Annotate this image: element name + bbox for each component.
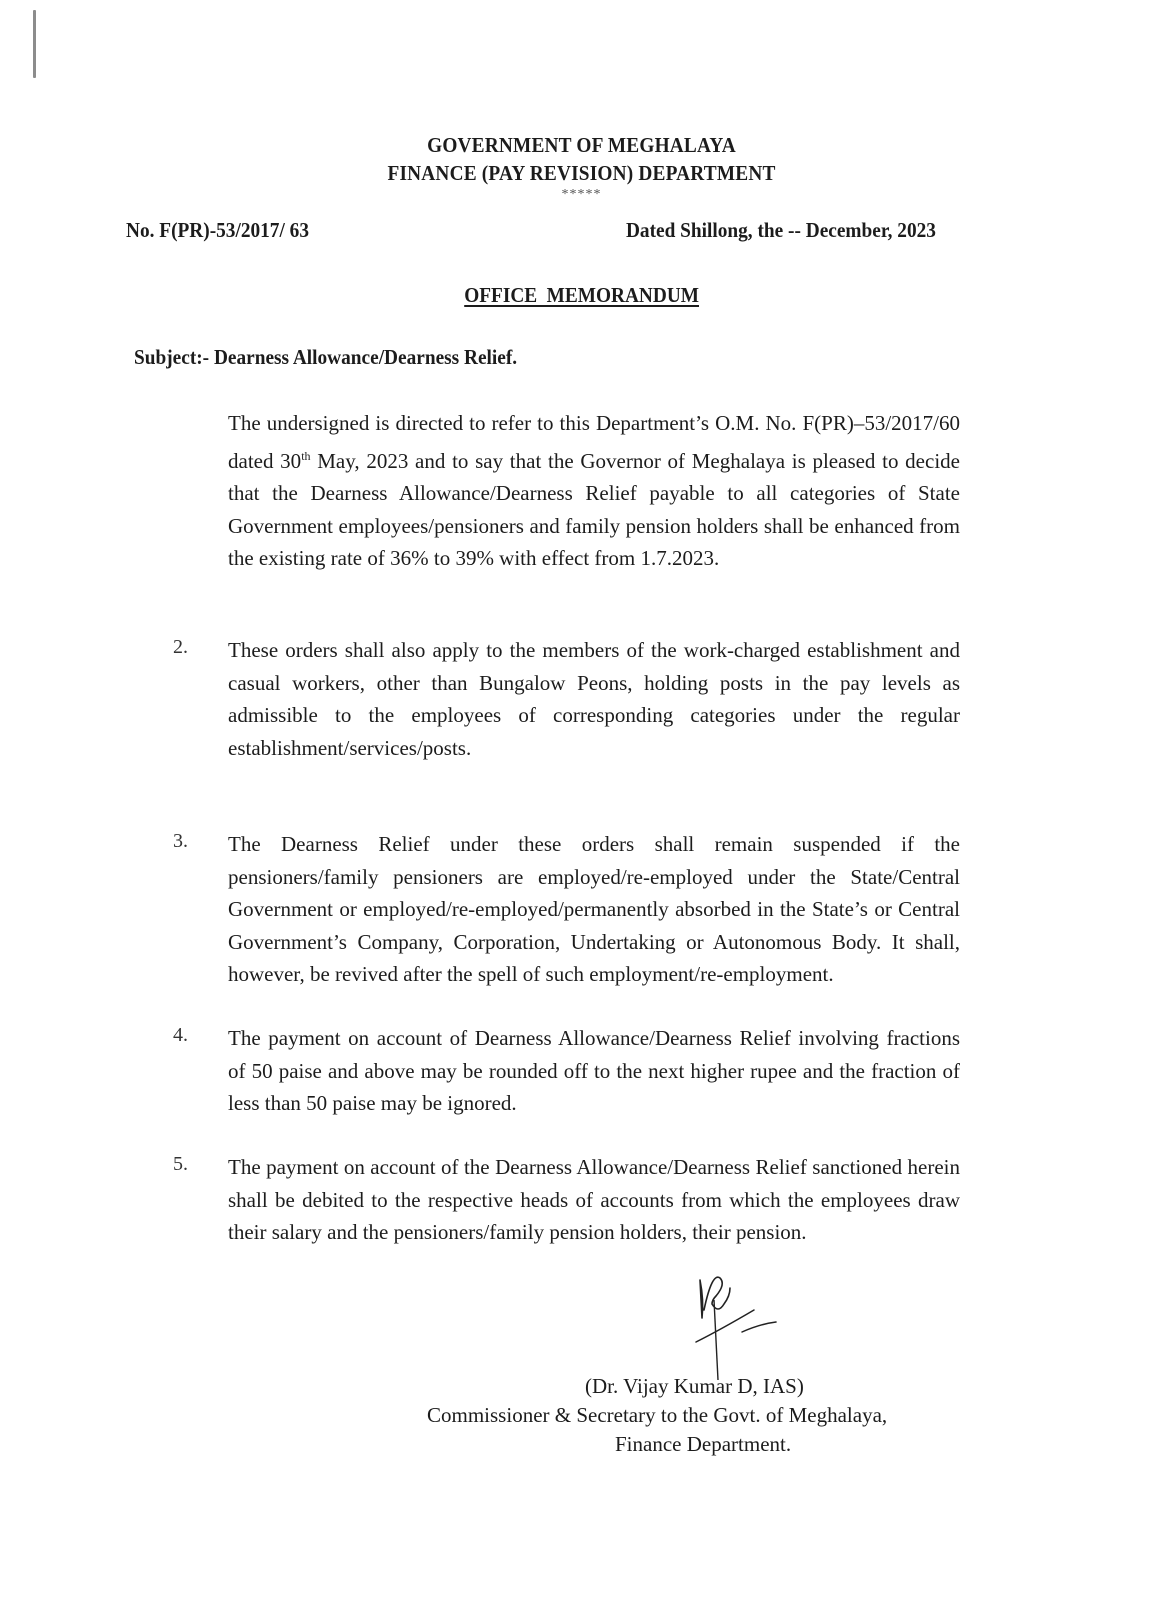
letterhead <box>0 131 1163 203</box>
memo-number: No. F(PR)-53/2017/ 63 <box>126 218 309 242</box>
title-text: OFFICE MEMORANDUM <box>464 283 699 307</box>
government-name: GOVERNMENT OF MEGHALAYA <box>427 133 736 157</box>
document-title <box>0 283 1163 308</box>
handwritten-signature <box>690 1270 810 1380</box>
header-separator: ***** <box>561 187 602 202</box>
memo-date: Dated Shillong, the -- December, 2023 <box>626 218 936 242</box>
paragraph-1-text-a: The undersigned is directed to refer to this Department’s O.M. No. F(PR)–53/2017/60 dated 30 <box>228 411 960 473</box>
paragraph-2: These orders shall also apply to the members of the work-charged establishment and casual workers, other than Bungalow Peons, holding posts in the pay levels as admissible to the employees of corresponding categories under the regular establishment/services/posts. <box>228 638 960 760</box>
signatory-department: Finance Department. <box>615 1432 792 1456</box>
signatory-name: (Dr. Vijay Kumar D, IAS) <box>585 1374 804 1398</box>
paragraph-2-number: 2. <box>173 636 188 658</box>
paragraph-5-number: 5. <box>173 1153 188 1175</box>
paragraph-3-number: 3. <box>173 830 188 852</box>
paragraph-4: The payment on account of Dearness Allowance/Dearness Relief involving fractions of 50 paise and above may be rounded off to the next higher rupee and the fraction of less than 50 paise may be ignored. <box>228 1026 960 1115</box>
paragraph-4-number: 4. <box>173 1024 188 1046</box>
subject-line: Subject:- Dearness Allowance/Dearness Relief. <box>134 345 518 369</box>
department-name: FINANCE (PAY REVISION) DEPARTMENT <box>387 161 776 185</box>
ordinal-suffix: th <box>301 448 311 463</box>
paragraph-1 <box>228 407 960 575</box>
paragraph-5: The payment on account of the Dearness Allowance/Dearness Relief sanctioned herein shall be debited to the respective heads of accounts from which the employees draw their salary and the pensioners/family pension holders, their pension. <box>228 1155 960 1244</box>
paragraph-3: The Dearness Relief under these orders shall remain suspended if the pensioners/family pensioners are employed/re-employed under the State/Central Government or employed/re-employed/permanently absorbed in the State’s or Central Government’s Company, Corporation, Undertaking or Autonomous Body. It shall, however, be revived after the spell of such employment/re-employment. <box>228 832 960 986</box>
paragraph-1-text-b: May, 2023 and to say that the Governor of Meghalaya is pleased to decide that the Dearness Allowance/Dearness Relief payable to all categories of State Government employees/pensioners and family pension holders shall be enhanced from the existing rate of 36% to 39% with effect from 1.7.2023. <box>228 448 960 570</box>
signatory-designation: Commissioner & Secretary to the Govt. of Meghalaya, <box>427 1403 888 1427</box>
scan-artifact-mark <box>33 10 36 78</box>
